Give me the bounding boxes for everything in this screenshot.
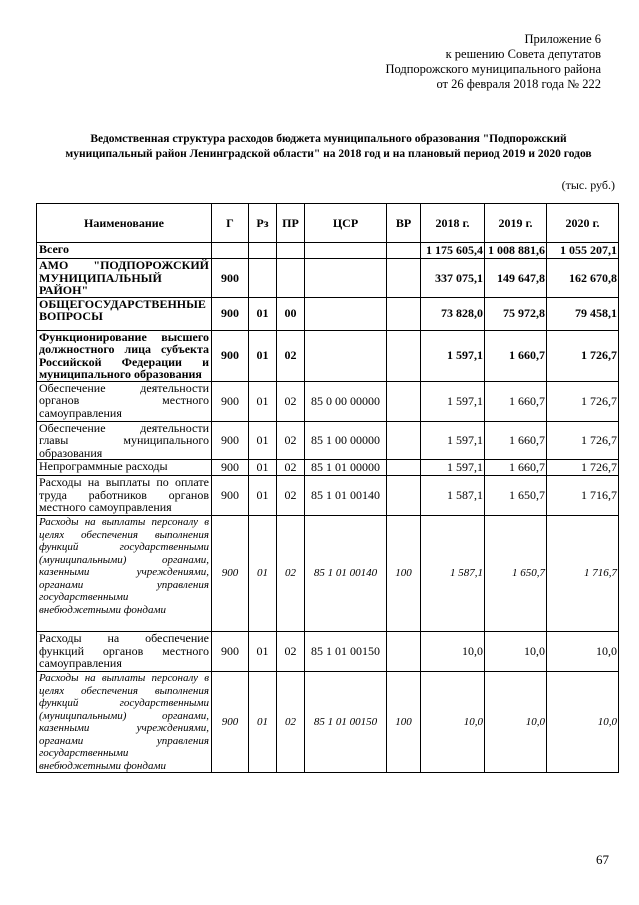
value-2019-cell: 1 650,7 xyxy=(485,476,547,516)
row-name-cell: Функционирование высшего должностного лица субъекта Российской Федерации и муниципального образования xyxy=(37,330,212,381)
vr-cell: 100 xyxy=(387,516,421,632)
table-row xyxy=(37,297,619,330)
g-cell: 900 xyxy=(212,297,249,330)
rz-cell: 01 xyxy=(249,330,277,381)
rz-cell xyxy=(249,259,277,298)
value-2019-cell: 10,0 xyxy=(485,672,547,773)
appendix-line: от 26 февраля 2018 года № 222 xyxy=(436,77,601,91)
page-number: 67 xyxy=(596,852,609,867)
row-name-cell: Обеспечение деятельности органов местного самоуправления xyxy=(37,381,212,421)
row-name-cell: Непрограммные расходы xyxy=(37,460,212,476)
value-2018-cell: 73 828,0 xyxy=(421,297,485,330)
rz-cell: 01 xyxy=(249,421,277,460)
vr-cell xyxy=(387,421,421,460)
g-cell: 900 xyxy=(212,381,249,421)
rz-cell: 01 xyxy=(249,297,277,330)
row-name-cell: Расходы на выплаты персоналу в целях обеспечения выполнения функций государственными (муниципальными) органами, казенными учреждениями, органами управления государственными внебюджетными фондами xyxy=(37,516,212,632)
value-2019-cell: 1 660,7 xyxy=(485,381,547,421)
pr-cell: 02 xyxy=(277,381,305,421)
value-2020-cell: 1 055 207,1 xyxy=(547,243,619,259)
col-header-g: Г xyxy=(212,204,249,243)
rz-cell: 01 xyxy=(249,476,277,516)
value-2019-cell: 1 650,7 xyxy=(485,516,547,632)
vr-cell xyxy=(387,381,421,421)
value-2018-cell: 1 597,1 xyxy=(421,330,485,381)
g-cell: 900 xyxy=(212,476,249,516)
value-2020-cell: 1 726,7 xyxy=(547,460,619,476)
pr-cell xyxy=(277,243,305,259)
csr-cell xyxy=(305,330,387,381)
col-header-vr: ВР xyxy=(387,204,421,243)
g-cell xyxy=(212,243,249,259)
value-2020-cell: 10,0 xyxy=(547,632,619,672)
col-header-name: Наименование xyxy=(37,204,212,243)
value-2020-cell: 1 726,7 xyxy=(547,330,619,381)
col-header-2020: 2020 г. xyxy=(547,204,619,243)
table-row xyxy=(37,243,619,259)
table-row xyxy=(37,259,619,298)
table-row xyxy=(37,476,619,516)
row-name-cell: ОБЩЕГОСУДАРСТВЕННЫЕ ВОПРОСЫ xyxy=(37,297,212,330)
col-header-2018: 2018 г. xyxy=(421,204,485,243)
value-2019-cell: 1 660,7 xyxy=(485,421,547,460)
vr-cell xyxy=(387,259,421,298)
pr-cell: 00 xyxy=(277,297,305,330)
pr-cell xyxy=(277,259,305,298)
row-name-cell: Расходы на выплаты персоналу в целях обеспечения выполнения функций государственными (муниципальными) органами, казенными учреждениями, органами управления государственными внебюджетными фондами xyxy=(37,672,212,773)
csr-cell xyxy=(305,243,387,259)
table-header-row xyxy=(37,204,619,243)
units-label: (тыс. руб.) xyxy=(561,178,615,192)
value-2020-cell: 79 458,1 xyxy=(547,297,619,330)
title-line: муниципальный район Ленинградской области" на 2018 год и на плановый период 2019 и 2020 годов xyxy=(65,148,592,160)
pr-cell: 02 xyxy=(277,421,305,460)
value-2018-cell: 1 597,1 xyxy=(421,381,485,421)
value-2019-cell: 149 647,8 xyxy=(485,259,547,298)
vr-cell xyxy=(387,330,421,381)
csr-cell: 85 1 00 00000 xyxy=(305,421,387,460)
value-2018-cell: 1 175 605,4 xyxy=(421,243,485,259)
table-row xyxy=(37,381,619,421)
rz-cell: 01 xyxy=(249,516,277,632)
pr-cell: 02 xyxy=(277,460,305,476)
vr-cell xyxy=(387,243,421,259)
rz-cell xyxy=(249,243,277,259)
g-cell: 900 xyxy=(212,516,249,632)
value-2018-cell: 10,0 xyxy=(421,632,485,672)
appendix-block xyxy=(385,32,601,92)
vr-cell xyxy=(387,460,421,476)
col-header-pr: ПР xyxy=(277,204,305,243)
table-row xyxy=(37,516,619,632)
g-cell: 900 xyxy=(212,421,249,460)
rz-cell: 01 xyxy=(249,460,277,476)
row-name-cell: АМО "ПОДПОРОЖСКИЙ МУНИЦИПАЛЬНЫЙ РАЙОН" xyxy=(37,259,212,298)
pr-cell: 02 xyxy=(277,330,305,381)
vr-cell xyxy=(387,297,421,330)
col-header-csr: ЦСР xyxy=(305,204,387,243)
row-name-cell: Расходы на обеспечение функций органов местного самоуправления xyxy=(37,632,212,672)
pr-cell: 02 xyxy=(277,632,305,672)
col-header-2019: 2019 г. xyxy=(485,204,547,243)
csr-cell: 85 0 00 00000 xyxy=(305,381,387,421)
value-2018-cell: 337 075,1 xyxy=(421,259,485,298)
value-2020-cell: 162 670,8 xyxy=(547,259,619,298)
appendix-line: Подпорожского муниципального района xyxy=(385,62,601,76)
table-row xyxy=(37,330,619,381)
appendix-line: Приложение 6 xyxy=(524,32,601,46)
row-name-cell: Обеспечение деятельности главы муниципального образования xyxy=(37,421,212,460)
csr-cell: 85 1 01 00150 xyxy=(305,672,387,773)
col-header-rz: Рз xyxy=(249,204,277,243)
csr-cell: 85 1 01 00000 xyxy=(305,460,387,476)
value-2018-cell: 1 587,1 xyxy=(421,516,485,632)
value-2018-cell: 1 597,1 xyxy=(421,421,485,460)
g-cell: 900 xyxy=(212,330,249,381)
rz-cell: 01 xyxy=(249,632,277,672)
table-row xyxy=(37,672,619,773)
value-2020-cell: 1 716,7 xyxy=(547,476,619,516)
csr-cell: 85 1 01 00150 xyxy=(305,632,387,672)
value-2018-cell: 1 587,1 xyxy=(421,476,485,516)
vr-cell xyxy=(387,632,421,672)
g-cell: 900 xyxy=(212,672,249,773)
row-name-cell: Расходы на выплаты по оплате труда работников органов местного самоуправления xyxy=(37,476,212,516)
appendix-line: к решению Совета депутатов xyxy=(445,47,601,61)
budget-table xyxy=(36,203,619,773)
title-line: Ведомственная структура расходов бюджета муниципального образования "Подпорожский xyxy=(90,133,567,145)
value-2020-cell: 1 716,7 xyxy=(547,516,619,632)
pr-cell: 02 xyxy=(277,516,305,632)
value-2018-cell: 10,0 xyxy=(421,672,485,773)
table-body xyxy=(37,243,619,773)
table-row xyxy=(37,421,619,460)
csr-cell: 85 1 01 00140 xyxy=(305,516,387,632)
vr-cell: 100 xyxy=(387,672,421,773)
vr-cell xyxy=(387,476,421,516)
value-2019-cell: 10,0 xyxy=(485,632,547,672)
table-row xyxy=(37,632,619,672)
value-2019-cell: 1 660,7 xyxy=(485,460,547,476)
row-name-cell: Всего xyxy=(37,243,212,259)
value-2020-cell: 1 726,7 xyxy=(547,381,619,421)
csr-cell xyxy=(305,297,387,330)
value-2018-cell: 1 597,1 xyxy=(421,460,485,476)
pr-cell: 02 xyxy=(277,476,305,516)
csr-cell: 85 1 01 00140 xyxy=(305,476,387,516)
value-2019-cell: 1 008 881,6 xyxy=(485,243,547,259)
value-2019-cell: 75 972,8 xyxy=(485,297,547,330)
rz-cell: 01 xyxy=(249,381,277,421)
value-2020-cell: 1 726,7 xyxy=(547,421,619,460)
csr-cell xyxy=(305,259,387,298)
value-2020-cell: 10,0 xyxy=(547,672,619,773)
rz-cell: 01 xyxy=(249,672,277,773)
g-cell: 900 xyxy=(212,259,249,298)
g-cell: 900 xyxy=(212,460,249,476)
pr-cell: 02 xyxy=(277,672,305,773)
table-row xyxy=(37,460,619,476)
g-cell: 900 xyxy=(212,632,249,672)
document-title xyxy=(40,132,617,162)
value-2019-cell: 1 660,7 xyxy=(485,330,547,381)
